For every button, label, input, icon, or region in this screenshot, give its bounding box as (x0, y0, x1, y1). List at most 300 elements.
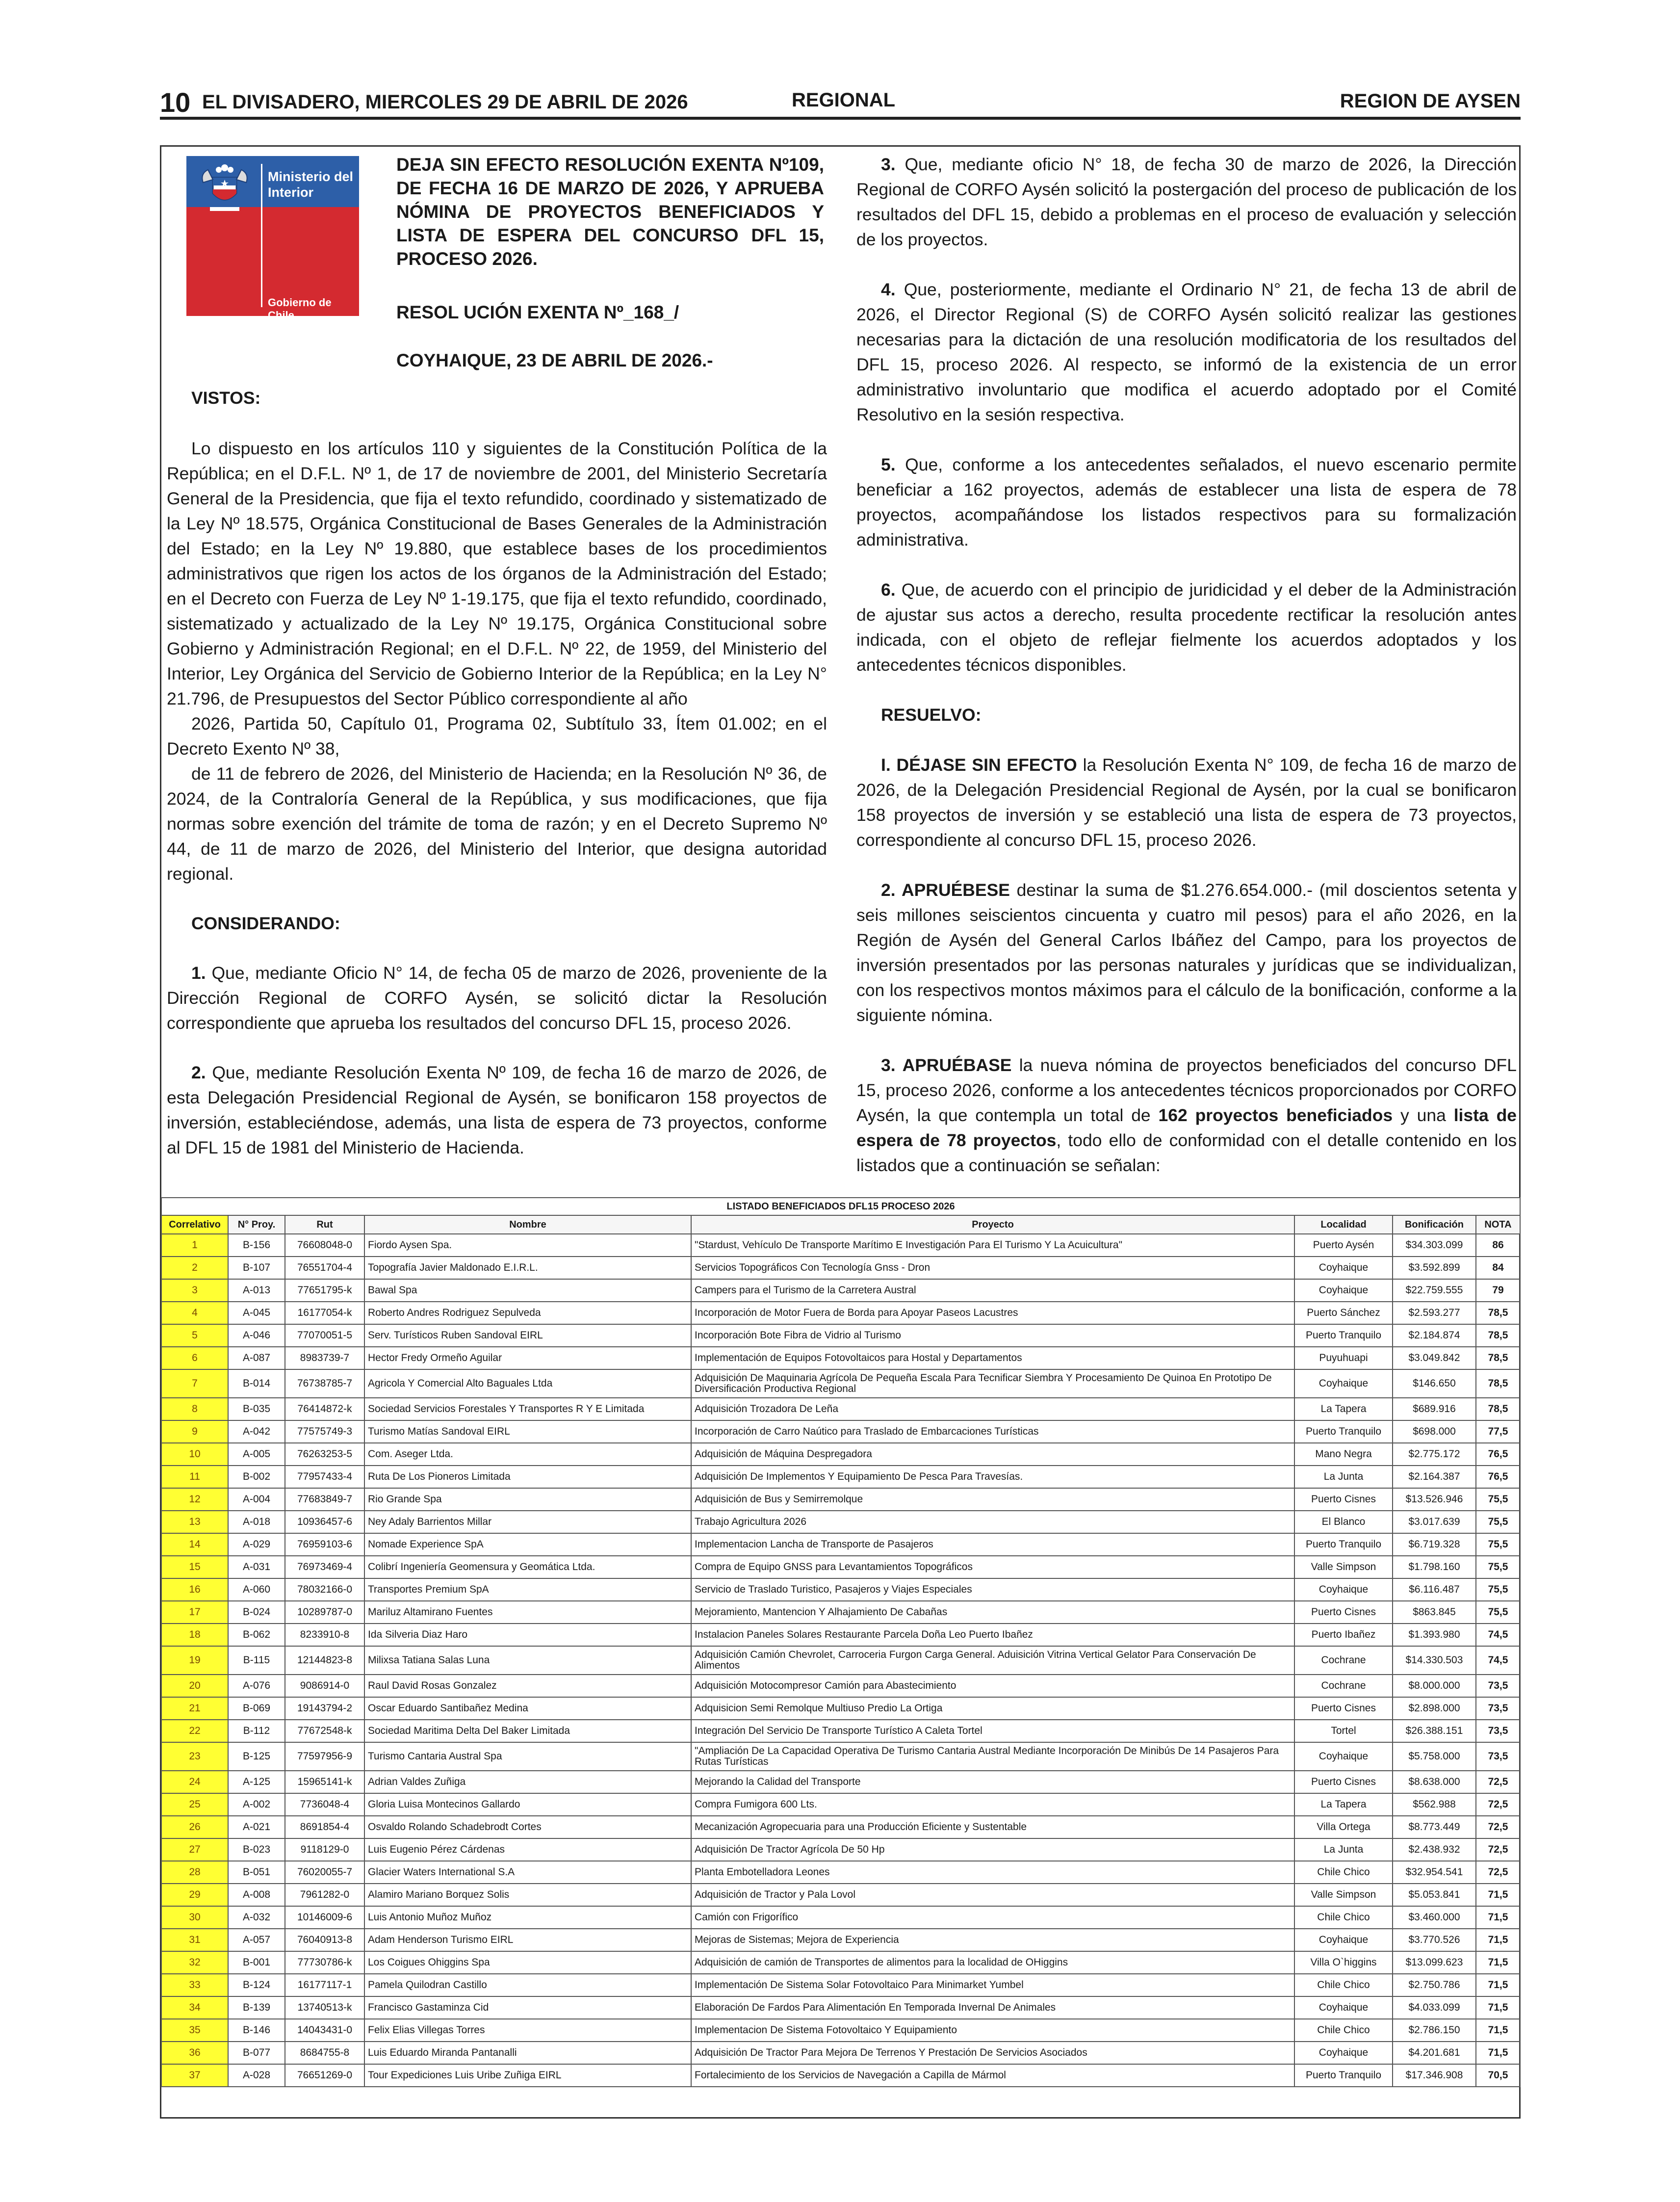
table-caption: LISTADO BENEFICIADOS DFL15 PROCESO 2026 (161, 1198, 1520, 1215)
table-row (161, 1697, 1520, 1720)
coat-of-arms-icon (198, 163, 251, 214)
col-bonificacion-cell: $3.049.842 (1393, 1347, 1476, 1369)
col-localidad-cell: Puerto Aysén (1294, 1234, 1393, 1257)
col-nombre-cell: Adrian Valdes Zuñiga (364, 1771, 691, 1793)
col-numero-proyecto-cell: A-125 (228, 1771, 285, 1793)
table-row (161, 1884, 1520, 1906)
col-correlativo-cell: 19 (161, 1646, 228, 1675)
table-row (161, 1324, 1520, 1347)
col-correlativo-cell: 27 (161, 1838, 228, 1861)
col-nombre-cell: Serv. Turísticos Ruben Sandoval EIRL (364, 1324, 691, 1347)
table-header-row (161, 1215, 1520, 1234)
col-proyecto-cell: "Stardust, Vehículo De Transporte Marítimo E Investigación Para El Turismo Y La Acuicultura" (691, 1234, 1294, 1257)
col-nombre-cell: Mariluz Altamirano Fuentes (364, 1601, 691, 1624)
col-localidad-cell: Puerto Cisnes (1294, 1697, 1393, 1720)
col-rut-header: Rut (285, 1215, 364, 1234)
col-proyecto-cell: Adquisición De Tractor Para Mejora De Terrenos Y Prestación De Servicios Asociados (691, 2042, 1294, 2064)
col-nota-header: NOTA (1476, 1215, 1520, 1234)
col-proyecto-cell: Adquisición Camión Chevrolet, Carroceria Furgon Carga General. Aduisición Vitrina Vertical Gelator Para Conservación De Alimentos (691, 1646, 1294, 1675)
col-nombre-cell: Ida Silveria Diaz Haro (364, 1624, 691, 1646)
col-proyecto-cell: Compra de Equipo GNSS para Levantamientos Topográficos (691, 1556, 1294, 1578)
logo-divider (261, 164, 262, 307)
col-rut-cell: 7736048-4 (285, 1793, 364, 1816)
logo-subtitle: Gobierno de Chile (268, 296, 332, 321)
table-row (161, 1996, 1520, 2019)
col-proyecto-cell: Incorporación de Carro Naútico para Traslado de Embarcaciones Turísticas (691, 1420, 1294, 1443)
col-proyecto-cell: Adquisición Trozadora De Leña (691, 1398, 1294, 1420)
col-localidad-cell: Puerto Tranquilo (1294, 2064, 1393, 2087)
col-proyecto-cell: "Ampliación De La Capacidad Operativa De Turismo Cantaria Austral Mediante Incorporación De Minibús De 14 Pasajeros Para Rutas Turísticas (691, 1742, 1294, 1771)
col-numero-proyecto-cell: B-112 (228, 1720, 285, 1742)
col-correlativo-cell: 7 (161, 1369, 228, 1398)
col-bonificacion-cell: $6.116.487 (1393, 1578, 1476, 1601)
table-row (161, 1675, 1520, 1697)
col-localidad-cell: La Tapera (1294, 1398, 1393, 1420)
table-row (161, 1443, 1520, 1466)
considerando-4: 4. Que, posteriormente, mediante el Ordinario N° 21, de fecha 13 de abril de 2026, el Director Regional (S) de CORFO Aysén solicitó realizar las gestiones necesarias para la dictación de una resolución modificatoria de los resultados del DFL 15, proceso 2026. Al respecto, se informó de la existencia de un error administrativo involuntario que modifica el acuerdo adoptado por el Comité Resolutivo en la sesión respectiva. (856, 280, 1517, 424)
resuelvo-3: 3. APRUÉBASE la nueva nómina de proyectos beneficiados del concurso DFL 15, proceso 2026, conforme a los antecedentes técnicos proporcionados por CORFO Aysén, la que contempla un total de 162 proyectos beneficiados y una lista de espera de 78 proyectos, todo ello de conformidad con el detalle contenido en los listados que a continuación se señalan: (856, 1055, 1517, 1175)
col-rut-cell: 7961282-0 (285, 1884, 364, 1906)
col-rut-cell: 77651795-k (285, 1279, 364, 1302)
col-numero-proyecto-cell: B-062 (228, 1624, 285, 1646)
col-correlativo-cell: 13 (161, 1511, 228, 1533)
col-nombre-cell: Ruta De Los Pioneros Limitada (364, 1466, 691, 1488)
col-nota-cell: 75,5 (1476, 1511, 1520, 1533)
col-correlativo-cell: 11 (161, 1466, 228, 1488)
table-row (161, 1929, 1520, 1951)
table-row (161, 1720, 1520, 1742)
col-rut-cell: 76263253-5 (285, 1443, 364, 1466)
col-nota-cell: 72,5 (1476, 1793, 1520, 1816)
considerando-1: 1. Que, mediante Oficio N° 14, de fecha 05 de marzo de 2026, proveniente de la Dirección Regional de CORFO Aysén, se solicitó dictar la Resolución correspondiente que aprueba los resultados del concurso DFL 15, proceso 2026. (167, 963, 827, 1033)
col-correlativo-cell: 33 (161, 1974, 228, 1996)
col-numero-proyecto-cell: B-024 (228, 1601, 285, 1624)
col-bonificacion-cell: $14.330.503 (1393, 1646, 1476, 1675)
col-nota-cell: 71,5 (1476, 1884, 1520, 1906)
table-row (161, 2042, 1520, 2064)
col-bonificacion-cell: $698.000 (1393, 1420, 1476, 1443)
col-nota-cell: 73,5 (1476, 1720, 1520, 1742)
col-proyecto-cell: Campers para el Turismo de la Carretera Austral (691, 1279, 1294, 1302)
col-proyecto-cell: Implementacion De Sistema Fotovoltaico Y Equipamiento (691, 2019, 1294, 2042)
table-row (161, 1234, 1520, 1257)
resolution-title: DEJA SIN EFECTO RESOLUCIÓN EXENTA Nº109, DE FECHA 16 DE MARZO DE 2026, Y APRUEBA NÓMINA DE PROYECTOS BENEFICIADOS Y LISTA DE ESPERA DEL CONCURSO DFL 15, PROCESO 2026. (396, 155, 824, 269)
col-correlativo-cell: 25 (161, 1793, 228, 1816)
col-correlativo-cell: 2 (161, 1257, 228, 1279)
col-localidad-cell: Villa O`higgins (1294, 1951, 1393, 1974)
col-localidad-cell: La Junta (1294, 1838, 1393, 1861)
col-localidad-cell: Coyhaique (1294, 1929, 1393, 1951)
col-correlativo-cell: 22 (161, 1720, 228, 1742)
col-numero-proyecto-cell: A-008 (228, 1884, 285, 1906)
col-bonificacion-cell: $13.099.623 (1393, 1951, 1476, 1974)
table-row (161, 1646, 1520, 1675)
col-proyecto-cell: Servicios Topográficos Con Tecnología Gnss - Dron (691, 1257, 1294, 1279)
col-numero-proyecto-cell: A-057 (228, 1929, 285, 1951)
table-row (161, 1771, 1520, 1793)
col-localidad-header: Localidad (1294, 1215, 1393, 1234)
col-nota-cell: 75,5 (1476, 1556, 1520, 1578)
table-row (161, 1466, 1520, 1488)
col-proyecto-cell: Adquisición De Implementos Y Equipamiento De Pesca Para Travesías. (691, 1466, 1294, 1488)
col-nota-cell: 76,5 (1476, 1466, 1520, 1488)
col-correlativo-cell: 36 (161, 2042, 228, 2064)
col-correlativo-cell: 30 (161, 1906, 228, 1929)
col-proyecto-cell: Mejoras de Sistemas; Mejora de Experiencia (691, 1929, 1294, 1951)
col-nombre-cell: Ney Adaly Barrientos Millar (364, 1511, 691, 1533)
col-correlativo-cell: 9 (161, 1420, 228, 1443)
col-localidad-cell: Coyhaique (1294, 2042, 1393, 2064)
col-nombre-cell: Glacier Waters International S.A (364, 1861, 691, 1884)
col-bonificacion-cell: $1.393.980 (1393, 1624, 1476, 1646)
col-nota-cell: 84 (1476, 1257, 1520, 1279)
table-row (161, 2064, 1520, 2087)
col-nombre-cell: Milixsa Tatiana Salas Luna (364, 1646, 691, 1675)
col-nota-cell: 79 (1476, 1279, 1520, 1302)
col-localidad-cell: Coyhaique (1294, 1742, 1393, 1771)
col-bonificacion-cell: $2.593.277 (1393, 1302, 1476, 1324)
col-bonificacion-cell: $8.000.000 (1393, 1675, 1476, 1697)
col-numero-proyecto-cell: B-139 (228, 1996, 285, 2019)
vistos-heading: VISTOS: (191, 388, 261, 408)
col-nombre-cell: Adam Henderson Turismo EIRL (364, 1929, 691, 1951)
col-bonificacion-cell: $562.988 (1393, 1793, 1476, 1816)
vistos-paragraph-3: de 11 de febrero de 2026, del Ministerio de Hacienda; en la Resolución Nº 36, de 2024, de la Contraloría General de la República, y sus modificaciones, que fija normas sobre exención del trámite de toma de razón; y en el Decreto Supremo Nº 44, de 11 de marzo de 2026, del Ministerio del Interior, que designa autoridad regional. (167, 764, 827, 884)
col-nombre-cell: Alamiro Mariano Borquez Solis (364, 1884, 691, 1906)
col-numero-proyecto-cell: A-028 (228, 2064, 285, 2087)
col-rut-cell: 77957433-4 (285, 1466, 364, 1488)
col-rut-cell: 9118129-0 (285, 1838, 364, 1861)
col-localidad-cell: Puerto Tranquilo (1294, 1324, 1393, 1347)
col-bonificacion-cell: $5.053.841 (1393, 1884, 1476, 1906)
col-correlativo-cell: 4 (161, 1302, 228, 1324)
col-rut-cell: 13740513-k (285, 1996, 364, 2019)
col-nota-cell: 86 (1476, 1234, 1520, 1257)
col-correlativo-cell: 8 (161, 1398, 228, 1420)
col-rut-cell: 76651269-0 (285, 2064, 364, 2087)
col-nombre-cell: Luis Eduardo Miranda Pantanalli (364, 2042, 691, 2064)
col-nota-cell: 77,5 (1476, 1420, 1520, 1443)
col-nombre-header: Nombre (364, 1215, 691, 1234)
place-date: COYHAIQUE, 23 DE ABRIL DE 2026.- (396, 350, 713, 370)
col-correlativo-cell: 32 (161, 1951, 228, 1974)
col-nombre-cell: Com. Aseger Ltda. (364, 1443, 691, 1466)
col-localidad-cell: Valle Simpson (1294, 1884, 1393, 1906)
col-nombre-cell: Topografía Javier Maldonado E.I.R.L. (364, 1257, 691, 1279)
col-correlativo-cell: 24 (161, 1771, 228, 1793)
col-nota-cell: 75,5 (1476, 1533, 1520, 1556)
col-nota-cell: 76,5 (1476, 1443, 1520, 1466)
col-nombre-cell: Fiordo Aysen Spa. (364, 1234, 691, 1257)
col-correlativo-cell: 21 (161, 1697, 228, 1720)
col-correlativo-cell: 10 (161, 1443, 228, 1466)
col-numero-proyecto-cell: B-023 (228, 1838, 285, 1861)
col-numero-proyecto-cell: A-087 (228, 1347, 285, 1369)
col-proyecto-cell: Adquisición de camión de Transportes de alimentos para la localidad de OHiggins (691, 1951, 1294, 1974)
col-numero-proyecto-cell: B-115 (228, 1646, 285, 1675)
col-rut-cell: 77730786-k (285, 1951, 364, 1974)
col-localidad-cell: Puerto Cisnes (1294, 1488, 1393, 1511)
col-bonificacion-cell: $2.898.000 (1393, 1697, 1476, 1720)
col-nota-cell: 74,5 (1476, 1624, 1520, 1646)
col-localidad-cell: Chile Chico (1294, 2019, 1393, 2042)
col-nombre-cell: Transportes Premium SpA (364, 1578, 691, 1601)
table-row (161, 1347, 1520, 1369)
col-localidad-cell: Coyhaique (1294, 1996, 1393, 2019)
col-nombre-cell: Gloria Luisa Montecinos Gallardo (364, 1793, 691, 1816)
resuelvo-1: I. DÉJASE SIN EFECTO la Resolución Exenta N° 109, de fecha 16 de marzo de 2026, de la Delegación Presidencial Regional de Aysén, por la cual se bonificaron 158 proyectos de inversión y se estableció una lista de espera de 73 proyectos, correspondiente al concurso DFL 15, proceso 2026. (856, 755, 1517, 850)
resolution-number: RESOL UCIÓN EXENTA Nº_168_/ (396, 302, 679, 322)
col-bonificacion-cell: $3.460.000 (1393, 1906, 1476, 1929)
col-rut-cell: 12144823-8 (285, 1646, 364, 1675)
table-row (161, 1838, 1520, 1861)
logo-title: Ministerio del Interior (268, 169, 354, 200)
col-rut-cell: 76414872-k (285, 1398, 364, 1420)
col-correlativo-cell: 34 (161, 1996, 228, 2019)
col-localidad-cell: Puerto Ibañez (1294, 1624, 1393, 1646)
col-localidad-cell: Mano Negra (1294, 1443, 1393, 1466)
col-localidad-cell: Chile Chico (1294, 1906, 1393, 1929)
col-rut-cell: 10289787-0 (285, 1601, 364, 1624)
col-numero-proyecto-cell: B-069 (228, 1697, 285, 1720)
left-column (167, 386, 827, 1160)
page-number: 10 (160, 87, 191, 118)
col-nombre-cell: Nomade Experience SpA (364, 1533, 691, 1556)
col-nota-cell: 78,5 (1476, 1369, 1520, 1398)
col-nombre-cell: Tour Expediciones Luis Uribe Zuñiga EIRL (364, 2064, 691, 2087)
col-rut-cell: 15965141-k (285, 1771, 364, 1793)
col-correlativo-cell: 16 (161, 1578, 228, 1601)
col-correlativo-cell: 6 (161, 1347, 228, 1369)
col-numero-proyecto-cell: A-004 (228, 1488, 285, 1511)
col-proyecto-cell: Planta Embotelladora Leones (691, 1861, 1294, 1884)
col-rut-cell: 14043431-0 (285, 2019, 364, 2042)
table-row (161, 1302, 1520, 1324)
col-rut-cell: 78032166-0 (285, 1578, 364, 1601)
col-nombre-cell: Hector Fredy Ormeño Aguilar (364, 1347, 691, 1369)
ministry-logo (186, 156, 359, 321)
col-nota-cell: 71,5 (1476, 1929, 1520, 1951)
col-rut-cell: 76973469-4 (285, 1556, 364, 1578)
col-numero-proyecto-cell: B-107 (228, 1257, 285, 1279)
col-numero-proyecto-cell: B-035 (228, 1398, 285, 1420)
col-nombre-cell: Turismo Matías Sandoval EIRL (364, 1420, 691, 1443)
col-nombre-cell: Pamela Quilodran Castillo (364, 1974, 691, 1996)
col-nota-cell: 72,5 (1476, 1838, 1520, 1861)
col-localidad-cell: Coyhaique (1294, 1578, 1393, 1601)
col-numero-proyecto-cell: A-002 (228, 1793, 285, 1816)
col-localidad-cell: Chile Chico (1294, 1861, 1393, 1884)
col-correlativo-header: Correlativo (161, 1215, 228, 1234)
table-row (161, 1906, 1520, 1929)
col-rut-cell: 76020055-7 (285, 1861, 364, 1884)
col-numero-proyecto-cell: A-031 (228, 1556, 285, 1578)
col-rut-cell: 76608048-0 (285, 1234, 364, 1257)
region-name: REGION DE AYSEN (1340, 90, 1521, 112)
col-bonificacion-cell: $863.845 (1393, 1601, 1476, 1624)
vistos-paragraph: Lo dispuesto en los artículos 110 y siguientes de la Constitución Política de la República; en el D.F.L. Nº 1, de 17 de noviembre de 2001, del Ministerio Secretaría General de la Presidencia, que fija el texto refundido, coordinado y sistematizado de la Ley Nº 18.575, Orgánica Constitucional de Bases Generales de la Administración del Estado; en la Ley Nº 19.880, que establece bases de los procedimientos administrativos que rigen los actos de los órganos de la Administración del Estado; en el Decreto con Fuerza de Ley Nº 1-19.175, que fija el texto refundido, coordinado, sistematizado y actualizado de la Ley Nº 19.175, Orgánica Constitucional sobre Gobierno y Administración Regional; en el D.F.L. Nº 22, de 1959, del Ministerio del Interior, Ley Orgánica del Servicio de Gobierno Interior de la República; en la Ley N° 21.796, de Presupuestos del Sector Público correspondiente al año (167, 439, 827, 708)
col-nombre-cell: Agricola Y Comercial Alto Baguales Ltda (364, 1369, 691, 1398)
col-numero-proyecto-cell: B-156 (228, 1234, 285, 1257)
col-proyecto-cell: Incorporación Bote Fibra de Vidrio al Turismo (691, 1324, 1294, 1347)
col-correlativo-cell: 14 (161, 1533, 228, 1556)
col-localidad-cell: La Tapera (1294, 1793, 1393, 1816)
section-name: REGIONAL (792, 89, 896, 111)
col-nombre-cell: Francisco Gastaminza Cid (364, 1996, 691, 2019)
col-numero-proyecto-cell: A-029 (228, 1533, 285, 1556)
col-correlativo-cell: 5 (161, 1324, 228, 1347)
col-nota-cell: 72,5 (1476, 1816, 1520, 1838)
col-rut-cell: 8983739-7 (285, 1347, 364, 1369)
col-bonificacion-cell: $4.201.681 (1393, 2042, 1476, 2064)
resuelvo-2: 2. APRUÉBESE destinar la suma de $1.276.654.000.- (mil doscientos setenta y seis millones seiscientos cincuenta y cuatro mil pesos) para el año 2026, en la Región de Aysén del General Carlos Ibáñez del Campo, para los proyectos de inversión presentados por las personas naturales y jurídicas que se individualizan, con los respectivos montos máximos para el cálculo de la bonificación, conforme a la siguiente nómina. (856, 880, 1517, 1025)
col-localidad-cell: Cochrane (1294, 1646, 1393, 1675)
table-row (161, 1624, 1520, 1646)
col-numero-proyecto-cell: B-014 (228, 1369, 285, 1398)
col-bonificacion-cell: $2.786.150 (1393, 2019, 1476, 2042)
col-bonificacion-cell: $2.750.786 (1393, 1974, 1476, 1996)
right-column (856, 152, 1517, 1178)
col-correlativo-cell: 3 (161, 1279, 228, 1302)
col-proyecto-cell: Compra Fumigora 600 Lts. (691, 1793, 1294, 1816)
col-nota-cell: 71,5 (1476, 1974, 1520, 1996)
col-rut-cell: 77672548-k (285, 1720, 364, 1742)
col-correlativo-cell: 1 (161, 1234, 228, 1257)
col-rut-cell: 8684755-8 (285, 2042, 364, 2064)
col-proyecto-cell: Incorporación de Motor Fuera de Borda para Apoyar Paseos Lacustres (691, 1302, 1294, 1324)
table-body (161, 1234, 1520, 2087)
col-nota-cell: 78,5 (1476, 1398, 1520, 1420)
col-bonificacion-cell: $3.592.899 (1393, 1257, 1476, 1279)
col-rut-cell: 8691854-4 (285, 1816, 364, 1838)
considerando-3: 3. Que, mediante oficio N° 18, de fecha 30 de marzo de 2026, la Dirección Regional de CORFO Aysén solicitó la postergación del proceso de publicación de los resultados del DFL 15, debido a problemas en el proceso de evaluación y selección de los proyectos. (856, 155, 1517, 249)
col-proyecto-header: Proyecto (691, 1215, 1294, 1234)
col-proyecto-cell: Adquisición Motocompresor Camión para Abastecimiento (691, 1675, 1294, 1697)
col-bonificacion-cell: $5.758.000 (1393, 1742, 1476, 1771)
col-numero-proyecto-cell: B-146 (228, 2019, 285, 2042)
col-localidad-cell: Valle Simpson (1294, 1556, 1393, 1578)
page-header (160, 84, 1521, 120)
col-proyecto-cell: Implementacion Lancha de Transporte de Pasajeros (691, 1533, 1294, 1556)
col-localidad-cell: Coyhaique (1294, 1369, 1393, 1398)
col-bonificacion-cell: $3.017.639 (1393, 1511, 1476, 1533)
considerando-6: 6. Que, de acuerdo con el principio de juridicidad y el deber de la Administración de ajustar sus actos a derecho, resulta procedente rectificar la resolución antes indicada, con el objeto de reflejar fielmente los acuerdos adoptados y los antecedentes técnicos disponibles. (856, 580, 1517, 675)
table-row (161, 1861, 1520, 1884)
col-rut-cell: 10936457-6 (285, 1511, 364, 1533)
considerando-2: 2. Que, mediante Resolución Exenta Nº 109, de fecha 16 de marzo de 2026, de esta Delegación Presidencial Regional de Aysén, se bonificaron 158 proyectos de inversión, estableciéndose, además, una lista de espera de 73 proyectos, conforme al DFL 15 de 1981 del Ministerio de Hacienda. (167, 1063, 827, 1157)
col-nota-cell: 74,5 (1476, 1646, 1520, 1675)
col-bonificacion-cell: $2.164.387 (1393, 1466, 1476, 1488)
col-bonificacion-cell: $34.303.099 (1393, 1234, 1476, 1257)
col-rut-cell: 8233910-8 (285, 1624, 364, 1646)
col-proyecto-cell: Integración Del Servicio De Transporte Turístico A Caleta Tortel (691, 1720, 1294, 1742)
col-proyecto-cell: Adquisición de Máquina Despregadora (691, 1443, 1294, 1466)
col-nota-cell: 71,5 (1476, 1996, 1520, 2019)
table-row (161, 1511, 1520, 1533)
col-nota-cell: 75,5 (1476, 1488, 1520, 1511)
col-bonificacion-cell: $32.954.541 (1393, 1861, 1476, 1884)
col-numero-proyecto-cell: B-051 (228, 1861, 285, 1884)
resuelvo-heading: RESUELVO: (881, 705, 982, 725)
col-proyecto-cell: Instalacion Paneles Solares Restaurante Parcela Doña Leo Puerto Ibañez (691, 1624, 1294, 1646)
col-localidad-cell: Puerto Sánchez (1294, 1302, 1393, 1324)
col-proyecto-cell: Servicio de Traslado Turistico, Pasajeros y Viajes Especiales (691, 1578, 1294, 1601)
col-numero-proyecto-cell: B-125 (228, 1742, 285, 1771)
col-localidad-cell: Villa Ortega (1294, 1816, 1393, 1838)
col-nombre-cell: Sociedad Servicios Forestales Y Transportes R Y E Limitada (364, 1398, 691, 1420)
table-row (161, 1369, 1520, 1398)
col-localidad-cell: Tortel (1294, 1720, 1393, 1742)
col-rut-cell: 16177117-1 (285, 1974, 364, 1996)
table-row (161, 1556, 1520, 1578)
col-nota-cell: 71,5 (1476, 1906, 1520, 1929)
col-localidad-cell: La Junta (1294, 1466, 1393, 1488)
col-correlativo-cell: 37 (161, 2064, 228, 2087)
col-proyecto-cell: Elaboración De Fardos Para Alimentación En Temporada Invernal De Animales (691, 1996, 1294, 2019)
col-proyecto-cell: Mecanización Agropecuaria para una Producción Eficiente y Sustentable (691, 1816, 1294, 1838)
col-bonificacion-cell: $6.719.328 (1393, 1533, 1476, 1556)
col-proyecto-cell: Mejoramiento, Mantencion Y Alhajamiento De Cabañas (691, 1601, 1294, 1624)
col-rut-cell: 77683849-7 (285, 1488, 364, 1511)
col-nombre-cell: Oscar Eduardo Santibañez Medina (364, 1697, 691, 1720)
col-nombre-cell: Luis Antonio Muñoz Muñoz (364, 1906, 691, 1929)
col-proyecto-cell: Trabajo Agricultura 2026 (691, 1511, 1294, 1533)
col-localidad-cell: Cochrane (1294, 1675, 1393, 1697)
table-row (161, 1793, 1520, 1816)
col-numero-proyecto-header: N° Proy. (228, 1215, 285, 1234)
col-numero-proyecto-cell: A-005 (228, 1443, 285, 1466)
col-localidad-cell: El Blanco (1294, 1511, 1393, 1533)
col-proyecto-cell: Adquisición de Tractor y Pala Lovol (691, 1884, 1294, 1906)
col-proyecto-cell: Fortalecimiento de los Servicios de Navegación a Capilla de Mármol (691, 2064, 1294, 2087)
col-correlativo-cell: 31 (161, 1929, 228, 1951)
col-numero-proyecto-cell: B-124 (228, 1974, 285, 1996)
col-correlativo-cell: 35 (161, 2019, 228, 2042)
table-row (161, 1257, 1520, 1279)
table-row (161, 1601, 1520, 1624)
col-correlativo-cell: 23 (161, 1742, 228, 1771)
col-proyecto-cell: Adquisicion Semi Remolque Multiuso Predio La Ortiga (691, 1697, 1294, 1720)
col-bonificacion-cell: $13.526.946 (1393, 1488, 1476, 1511)
col-localidad-cell: Puerto Tranquilo (1294, 1420, 1393, 1443)
newspaper-dateline: EL DIVISADERO, MIERCOLES 29 DE ABRIL DE 2026 (202, 91, 688, 113)
col-nombre-cell: Raul David Rosas Gonzalez (364, 1675, 691, 1697)
col-nota-cell: 72,5 (1476, 1771, 1520, 1793)
col-rut-cell: 76551704-4 (285, 1257, 364, 1279)
table-row (161, 1816, 1520, 1838)
col-correlativo-cell: 17 (161, 1601, 228, 1624)
table-row (161, 1420, 1520, 1443)
col-rut-cell: 19143794-2 (285, 1697, 364, 1720)
col-bonificacion-cell: $8.638.000 (1393, 1771, 1476, 1793)
col-rut-cell: 10146009-6 (285, 1906, 364, 1929)
col-localidad-cell: Puerto Cisnes (1294, 1771, 1393, 1793)
col-bonificacion-cell: $8.773.449 (1393, 1816, 1476, 1838)
col-bonificacion-cell: $2.184.874 (1393, 1324, 1476, 1347)
col-nombre-cell: Colibrí Ingeniería Geomensura y Geomática Ltda. (364, 1556, 691, 1578)
col-rut-cell: 77597956-9 (285, 1742, 364, 1771)
table-row (161, 1974, 1520, 1996)
beneficiaries-table (161, 1197, 1521, 2087)
col-nota-cell: 78,5 (1476, 1324, 1520, 1347)
col-bonificacion-cell: $22.759.555 (1393, 1279, 1476, 1302)
col-numero-proyecto-cell: A-018 (228, 1511, 285, 1533)
col-proyecto-cell: Adquisición De Maquinaria Agrícola De Pequeña Escala Para Tecnificar Siembra Y Procesamiento De Quinoa En Prototipo De Diversificación Productiva Regional (691, 1369, 1294, 1398)
col-nota-cell: 71,5 (1476, 2019, 1520, 2042)
col-rut-cell: 76959103-6 (285, 1533, 364, 1556)
col-proyecto-cell: Adquisición De Tractor Agrícola De 50 Hp (691, 1838, 1294, 1861)
col-numero-proyecto-cell: A-032 (228, 1906, 285, 1929)
